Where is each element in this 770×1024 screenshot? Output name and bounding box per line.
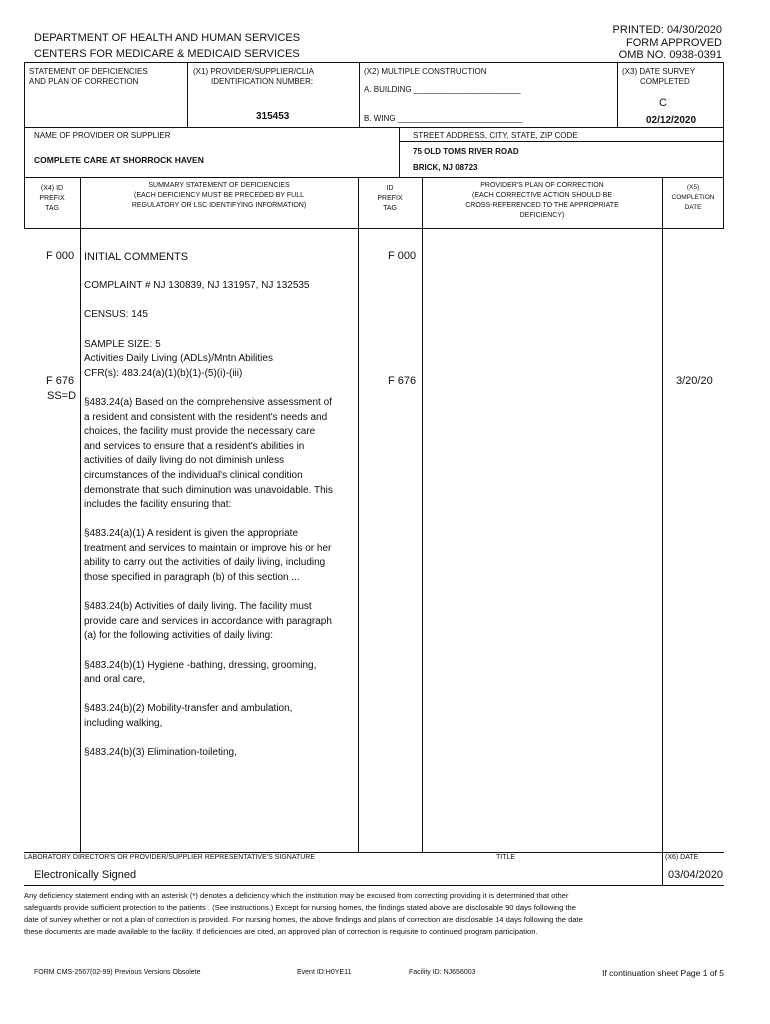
form-approved: FORM APPROVED	[626, 37, 722, 49]
rule-x3-left	[617, 62, 618, 127]
tag-f000-right: F 000	[388, 250, 417, 262]
street-address-label: STREET ADDRESS, CITY, STATE, ZIP CODE	[413, 131, 578, 140]
rule-provider-bottom	[24, 177, 724, 178]
rule-provider-divider	[399, 127, 400, 177]
deficiency-title: Activities Daily Living (ADLs)/Mntn Abilities	[84, 353, 273, 365]
paragraph-483-24-b-1: §483.24(b)(1) Hygiene -bathing, dressing, grooming, and oral care,	[84, 659, 317, 686]
x2-label: (X2) MULTIPLE CONSTRUCTION	[364, 67, 487, 76]
scope-severity: SS=D	[47, 390, 77, 402]
statement-label-2: AND PLAN OF CORRECTION	[29, 77, 139, 86]
x1-label-1: (X1) PROVIDER/SUPPLIER/CLIA	[193, 67, 314, 76]
title-label: TITLE	[496, 854, 516, 861]
x2-wing: B. WING ____________________________	[364, 114, 523, 123]
x3-label-2: COMPLETED	[640, 77, 690, 86]
x6-date-label: (X6) DATE	[665, 854, 699, 861]
rule-col-summary	[358, 177, 359, 852]
facility-id: Facility ID: NJ656003	[409, 969, 476, 976]
sample-size: SAMPLE SIZE: 5	[84, 338, 161, 350]
form-number: FORM CMS-2567(02-99) Previous Versions Obsolete	[34, 969, 201, 976]
department-line-2: CENTERS FOR MEDICARE & MEDICAID SERVICES	[34, 48, 300, 60]
rule-col-id	[422, 177, 423, 852]
provider-name: COMPLETE CARE AT SHORROCK HAVEN	[34, 155, 204, 165]
disclaimer: Any deficiency statement ending with an asterisk (*) denotes a deficiency which the institution may be excused from correcting providing it is determined that other safeguards provide sufficient protection to the patients . (See instructions.) Except for nursing homes, the findings stated above are disclosable 90 days following the date of survey whether or not a plan of correction is provided. For nursing homes, the above findings and plans of correction are disclosable 14 days following the date these documents are made available to the facility. If deficiencies are cited, an approved plan of correction is requisite to continued program participation.	[24, 891, 583, 936]
signature-date: 03/04/2020	[668, 869, 724, 881]
x1-label-2: IDENTIFICATION NUMBER:	[211, 77, 314, 86]
rule-address-label	[399, 141, 724, 142]
survey-completed-date: 02/12/2020	[646, 115, 697, 126]
sample-size-block	[84, 338, 334, 382]
continuation-sheet: If continuation sheet Page 1 of 5	[602, 968, 724, 978]
x4-header: (X4) ID PREFIX TAG	[39, 185, 65, 212]
city-state-zip: BRICK, NJ 08723	[413, 163, 478, 172]
rule-x1-left	[187, 62, 188, 127]
paragraph-483-24-a: §483.24(a) Based on the comprehensive assessment of a resident and consistent with the resident's needs and choices, the facility must provide the necessary care and services to ensure that a resident's abilities in activities of daily living do not diminish unless circumstances of the individual's clinical condition demonstrate that such diminution was unavoidable. This includes the facility ensuring that:	[84, 396, 333, 511]
x2-building: A. BUILDING ________________________	[364, 85, 521, 94]
rule-column-headers-bottom	[24, 228, 724, 229]
rule-col-x4	[80, 177, 81, 852]
paragraph-483-24-b-3: §483.24(b)(3) Elimination-toileting,	[84, 747, 237, 759]
plan-of-correction-header: PROVIDER'S PLAN OF CORRECTION (EACH CORRECTIVE ACTION SHOULD BE CROSS-REFERENCED TO THE APPROPRIATE DEFICIENCY)	[465, 182, 619, 219]
tag-f676-right: F 676	[388, 375, 417, 387]
summary-header: SUMMARY STATEMENT OF DEFICIENCIES (EACH DEFICIENCY MUST BE PRECEDED BY FULL REGULATORY OR LSC IDENTIFYING INFORMATION)	[131, 182, 307, 209]
summary-statement	[84, 250, 334, 761]
printed-date: PRINTED: 04/30/2020	[612, 24, 722, 36]
paragraph-483-24-a-1: §483.24(a)(1) A resident is given the appropriate treatment and services to maintain or improve his or her ability to carry out the activities of daily living, including those specified in paragraph (b) of this section ...	[84, 528, 332, 584]
initial-comments: INITIAL COMMENTS	[84, 251, 189, 263]
tag-f676: F 676	[46, 375, 75, 387]
signature-label: LABORATORY DIRECTOR'S OR PROVIDER/SUPPLIER REPRESENTATIVE'S SIGNATURE	[24, 854, 316, 861]
rule-date-divider	[662, 852, 663, 885]
cfr-reference: CFR(s): 483.24(a)(1)(b)(1)-(5)(i)-(iii)	[84, 367, 243, 379]
id-prefix-header: ID PREFIX TAG	[377, 185, 403, 212]
rule-x2-left	[359, 62, 360, 127]
event-id: Event ID:H0YE11	[297, 969, 352, 976]
x3-label-1: (X3) DATE SURVEY	[622, 67, 696, 76]
rule-signature-bottom	[24, 885, 724, 886]
provider-name-label: NAME OF PROVIDER OR SUPPLIER	[34, 131, 171, 140]
signature-value: Electronically Signed	[34, 869, 137, 881]
omb-number: OMB NO. 0938-0391	[618, 49, 722, 61]
statement-label-1: STATEMENT OF DEFICIENCIES	[29, 67, 148, 76]
tag-f000: F 000	[46, 250, 75, 262]
paragraph-483-24-b: §483.24(b) Activities of daily living. The facility must provide care and services in accordance with paragraph (a) for the following activities of daily living:	[84, 601, 332, 642]
provider-id-number: 315453	[256, 111, 290, 122]
census: CENSUS: 145	[84, 309, 148, 321]
complaint-numbers: COMPLAINT # NJ 130839, NJ 131957, NJ 132535	[84, 280, 310, 292]
rule-boxes-bottom	[24, 127, 724, 128]
department-line-1: DEPARTMENT OF HEALTH AND HUMAN SERVICES	[34, 32, 301, 44]
paragraph-483-24-b-2: §483.24(b)(2) Mobility-transfer and ambulation, including walking,	[84, 703, 293, 729]
completion-date-f676: 3/20/20	[676, 375, 713, 387]
completion-date-header: (X5) COMPLETION DATE	[671, 184, 715, 211]
x3-code: C	[659, 97, 667, 109]
street-address: 75 OLD TOMS RIVER ROAD	[413, 147, 519, 156]
rule-top	[24, 62, 724, 63]
rule-col-plan	[662, 177, 663, 852]
